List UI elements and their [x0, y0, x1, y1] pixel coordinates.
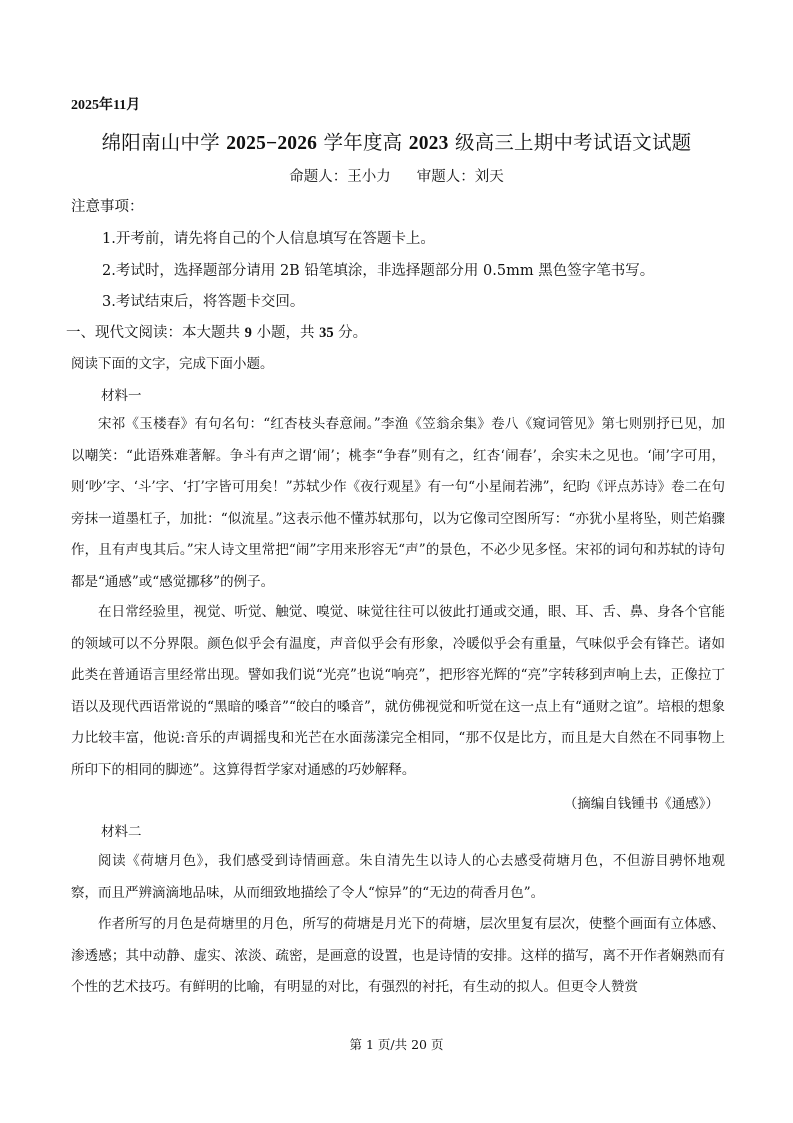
notice-item: 1.开考前，请先将自己的个人信息填写在答题卡上。 — [102, 231, 435, 247]
paragraph-text: 在日常经验里，视觉、听觉、触觉、嗅觉、味觉往往可以彼此打通或交通，眼、耳、舌、鼻、身各个官能的领域可以不分界限。颜色似乎会有温度，声音似乎会有形象，冷暖似乎会有重量，气味似乎会有锋芒。诸如此类在普通语言里经常出现。譬如我们说“光亮”也说“响亮”，把形容光辉的“亮”字转移到声响上去，正像拉丁语以及现代西语常说的“黑暗的嗓音”“皎白的嗓音”，就仿佛视觉和听觉在这一点上有“通财之谊”。培根的想象力比较丰富，他说:音乐的声调摇曳和光芒在水面荡漾完全相同，“那不仅是比方，而且是大自然在不同事物上所印下的相同的脚迹”。这算得哲学家对通感的巧妙解释。 — [71, 604, 725, 778]
section-score: 35 — [319, 325, 334, 341]
title-grade: 2023 — [408, 133, 449, 154]
exam-date: 2025年11月 — [71, 98, 141, 113]
material-one-label: 材料一 — [101, 388, 142, 404]
material-two-label: 材料二 — [101, 824, 142, 840]
material-two-paragraph — [71, 846, 725, 909]
page-number: 第 1 页/共 20 页 — [349, 1037, 444, 1052]
material-two-paragraph — [71, 909, 725, 1004]
author: 命题人：王小力 — [289, 169, 391, 185]
question-count: 9 — [244, 325, 252, 341]
material-one-paragraph — [71, 597, 725, 786]
material-one-source: （摘编自钱锺书《通感》） — [563, 796, 719, 812]
notice-heading: 注意事项： — [71, 199, 144, 215]
notice-item: 2.考试时，选择题部分请用 2B 铅笔填涂，非选择题部分用 0.5mm 黑色签字笔书写。 — [102, 263, 655, 279]
page-title — [0, 127, 793, 155]
author-line — [0, 165, 793, 186]
title-prefix: 绵阳南山中学 — [101, 131, 227, 154]
title-mid: 学年度高 — [317, 131, 409, 154]
section-heading-c: 分。 — [333, 325, 368, 341]
paragraph-text: 阅读《荷塘月色》，我们感受到诗情画意。朱自清先生以诗人的心去感受荷塘月色，不但游目骋怀地观察，而且严辨滴滴地品味，从而细致地描绘了令人“惊异”的“无边的荷香月色”。 — [71, 853, 725, 901]
title-years: 2025−2026 — [226, 133, 318, 154]
section-heading — [66, 324, 367, 342]
reading-instruction: 阅读下面的文字，完成下面小题。 — [71, 356, 274, 372]
notice-item: 3.考试结束后，将答题卡交回。 — [102, 294, 305, 310]
paragraph-text: 作者所写的月色是荷塘里的月色，所写的荷塘是月光下的荷塘，层次里复有层次，使整个画面有立体感、渗透感；其中动静、虚实、浓淡、疏密，是画意的设置，也是诗情的安排。这样的描写，离不开作者娴熟而有个性的艺术技巧。有鲜明的比喻，有明显的对比，有强烈的衬托，有生动的拟人。但更令人赞赏 — [71, 916, 725, 995]
paragraph-text: 宋祁《玉楼春》有句名句：“红杏枝头春意闹。”李渔《笠翁余集》卷八《窥词管见》第七则别抒已见，加以嘲笑：“此语殊难著解。争斗有声之谓‘闹’；桃李“争春”则有之，红杏‘闹春’，余实未之见也。‘闹’字可用，则‘吵’字、‘斗’字、‘打’字皆可用矣！”苏轼少作《夜行观星》有一句“小星闹若沸”，纪昀《评点苏诗》卷二在句旁抹一道墨杠子，加批：“似流星。”这表示他不懂苏轼那句，以为它像司空图所写：“亦犹小星将坠，则芒焰骤作，且有声曳其后。”宋人诗文里常把“闹”字用来形容无“声”的景色，不必少见多怪。宋祁的词句和苏轼的诗句都是“通感”或“感觉挪移”的例子。 — [71, 416, 725, 590]
section-heading-a: 一、现代文阅读：本大题共 — [66, 325, 245, 341]
reviewer: 审题人：刘天 — [416, 169, 504, 185]
title-suffix: 级高三上期中考试语文试题 — [448, 131, 692, 154]
material-one-paragraph — [71, 409, 725, 598]
section-heading-b: 小题，共 — [251, 325, 320, 341]
